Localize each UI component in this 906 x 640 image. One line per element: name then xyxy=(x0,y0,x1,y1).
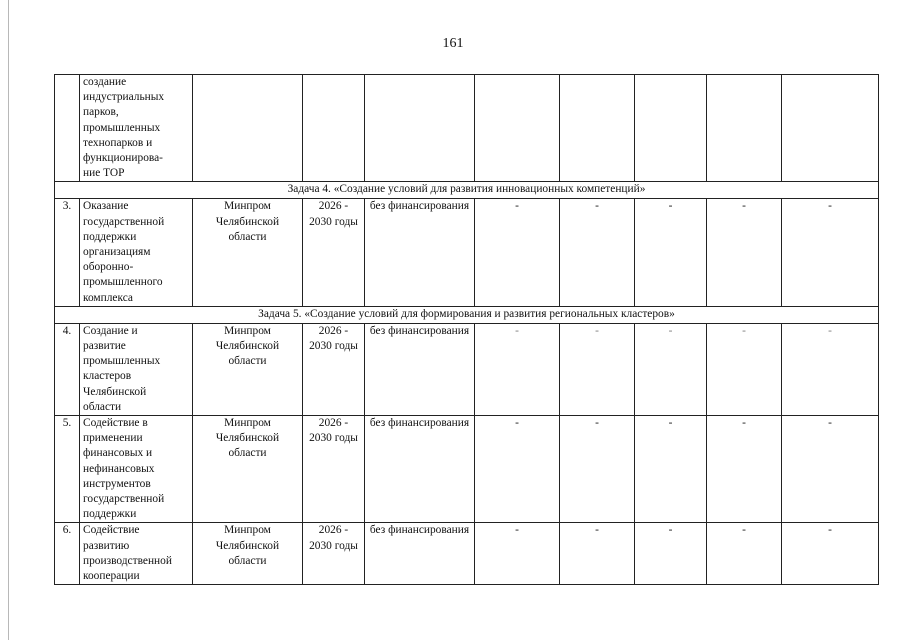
financing-source: без финансирования xyxy=(365,323,475,415)
executor: Минпром Челябинской области xyxy=(193,416,303,523)
value-dash: - xyxy=(560,416,635,523)
task-heading-row xyxy=(55,306,879,323)
scan-edge-line xyxy=(8,0,9,640)
value-dash: - xyxy=(560,323,635,415)
period: 2026 - 2030 годы xyxy=(303,416,365,523)
table-row xyxy=(55,523,879,585)
executor: Минпром Челябинской области xyxy=(193,323,303,415)
value-dash: - xyxy=(475,416,560,523)
activity-name-cell: создание индустриальных парков, промышленных технопарков и функционирова- ние ТОР xyxy=(80,75,193,182)
executor-cell xyxy=(193,75,303,182)
period-cell xyxy=(303,75,365,182)
value-cell xyxy=(475,75,560,182)
table-row xyxy=(55,323,879,415)
value-dash: - xyxy=(707,416,782,523)
value-dash: - xyxy=(475,323,560,415)
activities-table xyxy=(54,74,879,585)
row-number: 4. xyxy=(55,323,80,415)
activity-name: Содействие в применении финансовых и нефинансовых инструментов государственной поддержки xyxy=(80,416,193,523)
task-heading: Задача 4. «Создание условий для развития инновационных компетенций» xyxy=(55,182,879,199)
activity-name: Оказание государственной поддержки организациям оборонно- промышленного комплекса xyxy=(80,199,193,306)
period: 2026 - 2030 годы xyxy=(303,199,365,306)
period: 2026 - 2030 годы xyxy=(303,523,365,585)
table-row-continuation xyxy=(55,75,879,182)
activity-name: Создание и развитие промышленных кластеров Челябинской области xyxy=(80,323,193,415)
value-dash: - xyxy=(560,523,635,585)
executor: Минпром Челябинской области xyxy=(193,523,303,585)
value-dash: - xyxy=(635,199,707,306)
financing-source: без финансирования xyxy=(365,199,475,306)
value-dash: - xyxy=(635,416,707,523)
value-dash: - xyxy=(707,323,782,415)
value-dash: - xyxy=(475,523,560,585)
table-row xyxy=(55,199,879,306)
table-row xyxy=(55,416,879,523)
value-dash: - xyxy=(782,416,879,523)
value-dash: - xyxy=(560,199,635,306)
value-dash: - xyxy=(782,323,879,415)
value-cell xyxy=(635,75,707,182)
value-dash: - xyxy=(475,199,560,306)
activity-name: Содействие развитию производственной кооперации xyxy=(80,523,193,585)
value-dash: - xyxy=(635,523,707,585)
financing-source: без финансирования xyxy=(365,523,475,585)
row-number-cell xyxy=(55,75,80,182)
executor: Минпром Челябинской области xyxy=(193,199,303,306)
value-dash: - xyxy=(782,523,879,585)
row-number: 5. xyxy=(55,416,80,523)
value-dash: - xyxy=(707,523,782,585)
value-dash: - xyxy=(635,323,707,415)
task-heading: Задача 5. «Создание условий для формирования и развития региональных кластеров» xyxy=(55,306,879,323)
row-number: 6. xyxy=(55,523,80,585)
value-cell xyxy=(707,75,782,182)
value-cell xyxy=(782,75,879,182)
financing-cell xyxy=(365,75,475,182)
task-heading-row xyxy=(55,182,879,199)
period: 2026 - 2030 годы xyxy=(303,323,365,415)
value-dash: - xyxy=(782,199,879,306)
row-number: 3. xyxy=(55,199,80,306)
page-number: 161 xyxy=(442,36,464,51)
financing-source: без финансирования xyxy=(365,416,475,523)
value-dash: - xyxy=(707,199,782,306)
value-cell xyxy=(560,75,635,182)
